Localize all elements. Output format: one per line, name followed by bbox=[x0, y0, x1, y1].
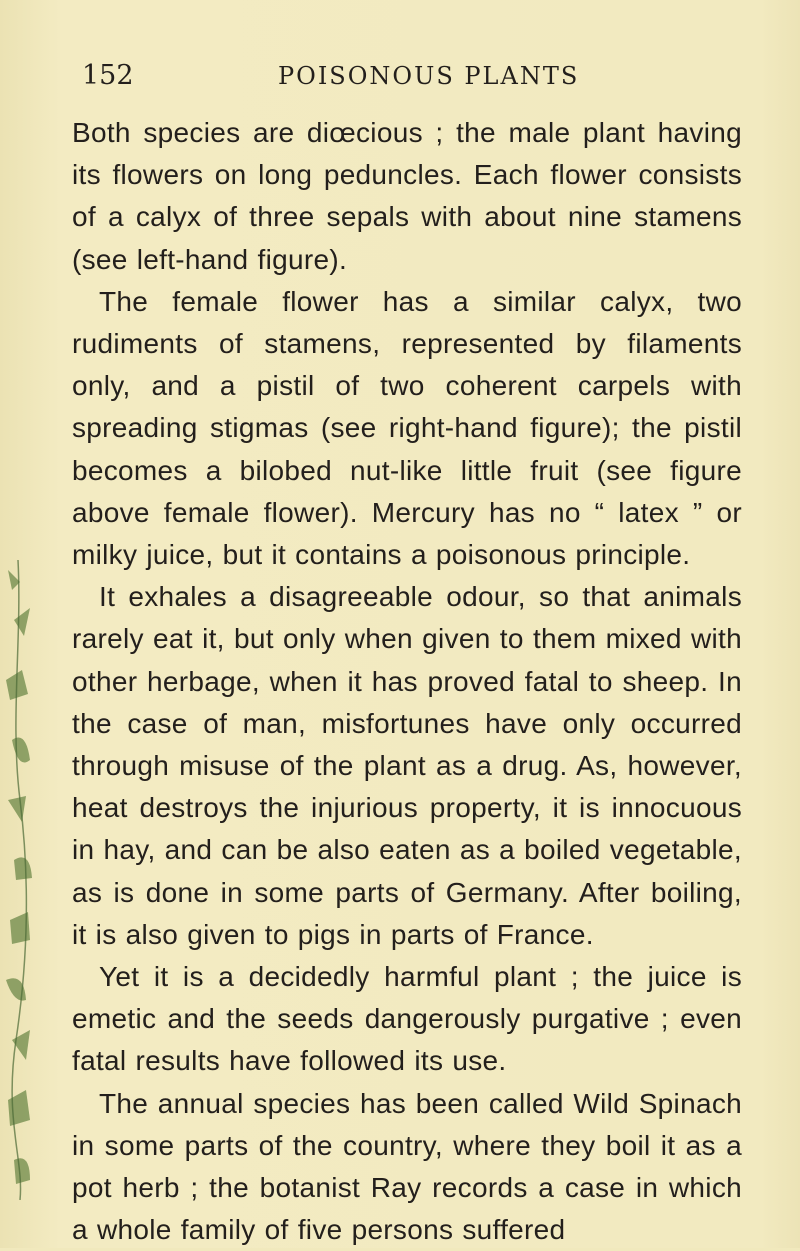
paragraph-5: The annual species has been called Wild Spinach in some parts of the country, where they boil it as a pot herb ; the botanist Ray records a case in which a whole family of five persons suffered bbox=[72, 1087, 742, 1246]
bleed-through-illustration bbox=[0, 560, 44, 1200]
paragraph-3: It exhales a disagreeable odour, so that animals rarely eat it, but only when given to them mixed with other herbage, when it has proved fatal to sheep. In the case of man, misfortunes have only occurred through misuse of the plant as a drug. As, however, heat destroys the injurious property, it is innocuous in hay, and can be also eaten as a boiled vegetable, as is done in some parts of Germany. After boiling, it is also given to pigs in parts of France. bbox=[72, 581, 742, 950]
page-number: 152 bbox=[82, 60, 134, 91]
running-title: POISONOUS PLANTS bbox=[278, 62, 580, 90]
paragraph-2: The female flower has a similar calyx, two rudiments of stamens, represented by filaments only, and a pistil of two coherent carpels with spreading stigmas (see right-hand figure); the pistil becomes a bilobed nut-like little fruit (see figure above female flower). Mercury has no “ latex ” or milky juice, but it contains a poisonous principle. bbox=[72, 285, 742, 571]
body-text bbox=[72, 112, 742, 1251]
paragraph-1: Both species are diœcious ; the male plant having its flowers on long peduncles. Each flower consists of a calyx of three sepals with about nine stamens (see left-hand figure). bbox=[72, 117, 742, 275]
page-header bbox=[82, 56, 682, 96]
paragraph-4: Yet it is a decidedly harmful plant ; the juice is emetic and the seeds dangerously purgative ; even fatal results have followed its use. bbox=[72, 961, 742, 1077]
